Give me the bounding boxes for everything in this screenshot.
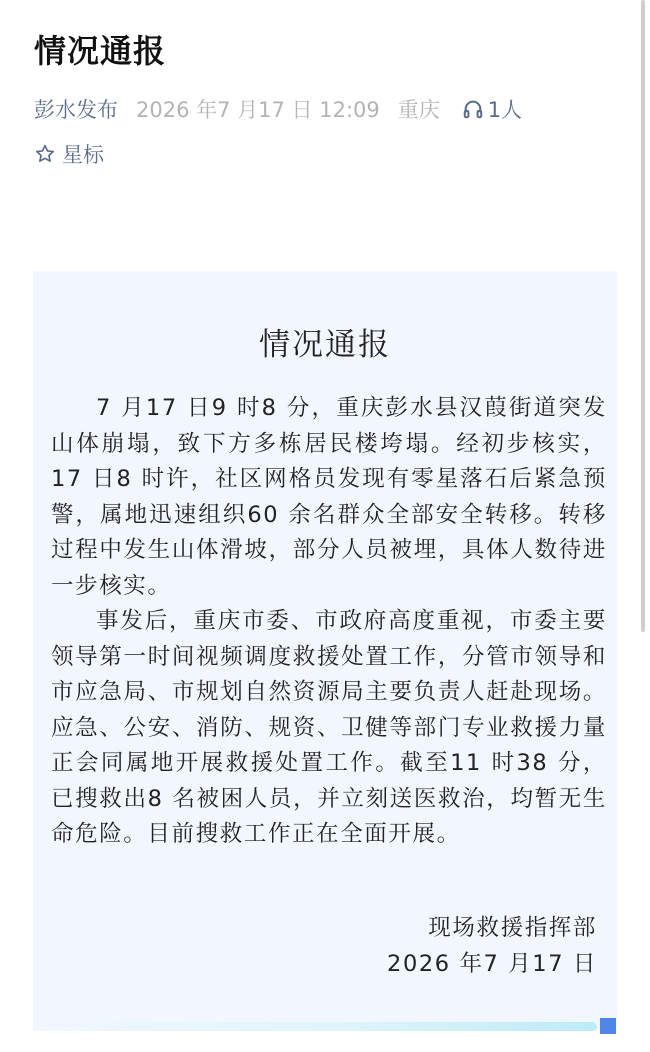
image-corner-marker: [600, 1018, 616, 1034]
notice-body: [51, 391, 607, 853]
star-outline-icon: [34, 143, 56, 165]
account-name-link[interactable]: 彭水发布: [34, 98, 118, 122]
notice-image: [33, 271, 617, 1031]
notice-paragraph: 事发后，重庆市委、市政府高度重视，市委主要领导第一时间视频调度救援处置工作，分管市领导和市应急局、市规划自然资源局主要负责人赶赴现场。应急、公安、消防、规资、卫健等部门专业救援力量正会同属地开展救援处置工作。截至11 时38 分，已搜救出8 名被困人员，并立刻送医救治，均暂无生命危险。目前搜救工作正在全面开展。: [51, 608, 607, 847]
star-label: 星标: [62, 143, 104, 167]
article-meta: [34, 94, 522, 124]
article-title: 情况通报: [34, 32, 167, 70]
signature-date: 2026 年7 月17 日: [387, 950, 597, 977]
image-bottom-bar: [33, 1022, 597, 1031]
star-button[interactable]: [34, 139, 104, 169]
page-scrollbar[interactable]: [641, 0, 645, 632]
listen-button[interactable]: [462, 94, 522, 124]
listener-count: 1人: [487, 98, 523, 122]
notice-signature: [387, 911, 597, 982]
publish-location: 重庆: [397, 98, 440, 122]
notice-title: 情况通报: [259, 327, 391, 363]
headphones-icon: [462, 98, 484, 120]
publish-date: 2026 年7 月17 日 12:09: [136, 98, 380, 122]
notice-paragraph: 7 月17 日9 时8 分，重庆彭水县汉葭街道突发山体崩塌，致下方多栋居民楼垮塌。经初步核实，17 日8 时许，社区网格员发现有零星落石后紧急预警，属地迅速组织60 余名群众全部安全转移。转移过程中发生山体滑坡，部分人员被埋，具体人数待进一步核实。: [51, 395, 607, 599]
signature-org: 现场救援指挥部: [428, 915, 597, 941]
